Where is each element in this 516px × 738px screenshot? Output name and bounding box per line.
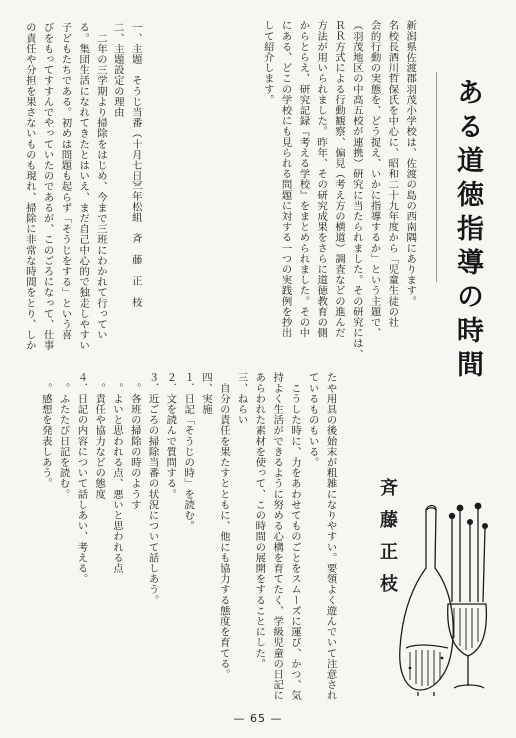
title-divider xyxy=(436,72,437,282)
section-heading-reason: 二、主題設定の理由 xyxy=(111,22,124,118)
article-intro: 新潟県佐渡郡羽茂小学校は、佐渡の島の西南隅にあります。 名校長酒川哲保氏を中心に、昭和二十九年度から「児童生徒の社 会的行動の実態を、どう捉え、いかに指導するか」という主題で、 （羽茂地区の中高五校が連携）研究に当たられました。その研究には、 ＲＲ方式による行動観察、偏見（考え方の横道）調査などの進んだ 方法が用いられました。昨年、その研究成果をさらに道徳教育の側 からとらえ、研究記録『考える学校』をまとめられました。その中 にある、どこの学校にも見られる問題に対する一つの実践例を抄出 して紹介します。 xyxy=(261,20,417,360)
byline: 三年松組 斉 藤 正 枝 xyxy=(129,180,142,308)
bottle-illustration xyxy=(390,498,510,698)
lower-body-text: たや用具の後始末が粗雑になりやすい。要領よく遊んでいて注意され ているものもいる。 こうした時に、力をあわせてものごとをスムーズに運び、かつ、気 持よく生活ができるように努める心構を育てたく、学級児童の日記に あらわれた素材を使って、この時間の展開をすることにした。 三、ねらい 自分の責任を果たすとともに、他にも協力する態度を育てる。 四、実施 １．日記「そうじの時」を読む。 ２．文を読んで質問する。 ３．近ごろの掃除当番の状況について話しあう。 。各班の掃除の時のようす 。よいと思われる点、悪いと思われる点 。責任や協力などの態度 ４．日記の内容について話しあい、考える。 。ふたたび日記を読む。 。感想を発表しあう。 xyxy=(39,372,337,701)
article-title: ある道徳指導の時間 xyxy=(452,78,483,384)
page-number: — 65 — xyxy=(233,712,283,725)
section-heading-theme: 一、主題 そうじ当番（十月七日） xyxy=(129,22,142,192)
section-body: 二年の三学期より掃除をはじめ、今まで三班にわかれて行ってい る。集団生活になれてきたとはいえ、まだ自己中心的で独走しやすい 子どもたちである。初めは問題も起らず「そうじをする」という喜 びをもってすすんでやっていたのであるが、このごろになって、仕事 の責任や分担を果さないものも現れ、掃除に非常な時間をとり、しか xyxy=(23,22,107,351)
author-name: 斉藤正枝 xyxy=(377,478,398,606)
